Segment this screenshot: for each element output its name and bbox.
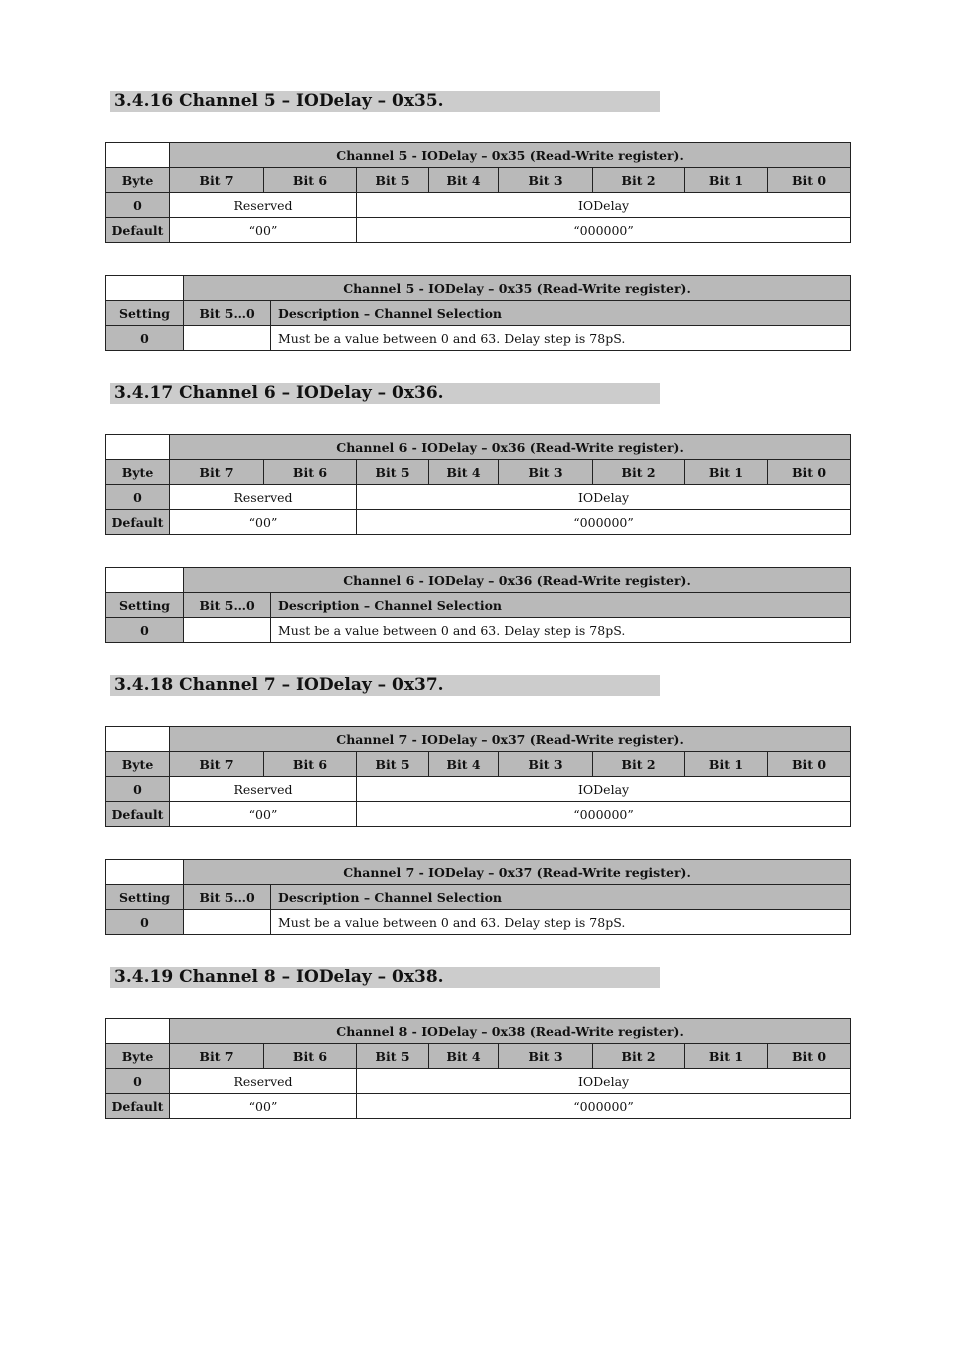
register-title: Channel 5 - IODelay – 0x35 (Read-Write register). xyxy=(170,143,851,168)
setting-label: Setting xyxy=(106,593,184,618)
bit-0-header: Bit 0 xyxy=(768,1044,851,1069)
bit-1-header: Bit 1 xyxy=(685,168,768,193)
bit-2-header: Bit 2 xyxy=(593,460,685,485)
bit-7-header: Bit 7 xyxy=(170,1044,264,1069)
bit-4-header: Bit 4 xyxy=(429,752,499,777)
register-title: Channel 6 - IODelay – 0x36 (Read-Write register). xyxy=(170,435,851,460)
bit-1-header: Bit 1 xyxy=(685,1044,768,1069)
byte-index: 0 xyxy=(106,193,170,218)
bit-6-header: Bit 6 xyxy=(264,752,357,777)
iodelay-field: IODelay xyxy=(357,193,851,218)
bit-6-header: Bit 6 xyxy=(264,1044,357,1069)
default-label: Default xyxy=(106,802,170,827)
section-heading: 3.4.16 Channel 5 – IODelay – 0x35. xyxy=(110,91,660,112)
byte-label: Byte xyxy=(106,1044,170,1069)
setting-value: 0 xyxy=(106,618,184,643)
byte-label: Byte xyxy=(106,168,170,193)
setting-label: Setting xyxy=(106,301,184,326)
setting-bits xyxy=(184,910,271,935)
bit-0-header: Bit 0 xyxy=(768,460,851,485)
description-header: Description – Channel Selection xyxy=(271,885,851,910)
blank-cell xyxy=(106,568,184,593)
bit-0-header: Bit 0 xyxy=(768,752,851,777)
reserved-default: “00” xyxy=(170,1094,357,1119)
bit-2-header: Bit 2 xyxy=(593,168,685,193)
section-heading: 3.4.17 Channel 6 – IODelay – 0x36. xyxy=(110,383,660,404)
bits-label: Bit 5…0 xyxy=(184,301,271,326)
reserved-default: “00” xyxy=(170,218,357,243)
bits-label: Bit 5…0 xyxy=(184,593,271,618)
reserved-field: Reserved xyxy=(170,485,357,510)
default-label: Default xyxy=(106,218,170,243)
byte-label: Byte xyxy=(106,460,170,485)
setting-value: 0 xyxy=(106,910,184,935)
byte-index: 0 xyxy=(106,777,170,802)
register-table xyxy=(105,726,851,827)
setting-table xyxy=(105,275,851,351)
register-table xyxy=(105,434,851,535)
reserved-default: “00” xyxy=(170,510,357,535)
setting-bits xyxy=(184,618,271,643)
iodelay-default: “000000” xyxy=(357,510,851,535)
setting-description: Must be a value between 0 and 63. Delay step is 78pS. xyxy=(271,618,851,643)
blank-cell xyxy=(106,1019,170,1044)
setting-bits xyxy=(184,326,271,351)
setting-description: Must be a value between 0 and 63. Delay step is 78pS. xyxy=(271,326,851,351)
iodelay-default: “000000” xyxy=(357,1094,851,1119)
bit-4-header: Bit 4 xyxy=(429,168,499,193)
register-table xyxy=(105,142,851,243)
setting-table xyxy=(105,859,851,935)
reserved-default: “00” xyxy=(170,802,357,827)
bit-4-header: Bit 4 xyxy=(429,460,499,485)
reserved-field: Reserved xyxy=(170,1069,357,1094)
description-header: Description – Channel Selection xyxy=(271,301,851,326)
bit-3-header: Bit 3 xyxy=(499,1044,593,1069)
bit-4-header: Bit 4 xyxy=(429,1044,499,1069)
reserved-field: Reserved xyxy=(170,777,357,802)
bit-7-header: Bit 7 xyxy=(170,752,264,777)
blank-cell xyxy=(106,143,170,168)
iodelay-default: “000000” xyxy=(357,218,851,243)
iodelay-field: IODelay xyxy=(357,485,851,510)
bit-2-header: Bit 2 xyxy=(593,1044,685,1069)
bit-3-header: Bit 3 xyxy=(499,752,593,777)
blank-cell xyxy=(106,860,184,885)
section-heading: 3.4.18 Channel 7 – IODelay – 0x37. xyxy=(110,675,660,696)
bit-3-header: Bit 3 xyxy=(499,168,593,193)
register-table xyxy=(105,1018,851,1119)
setting-value: 0 xyxy=(106,326,184,351)
bit-0-header: Bit 0 xyxy=(768,168,851,193)
bit-5-header: Bit 5 xyxy=(357,168,429,193)
bit-1-header: Bit 1 xyxy=(685,460,768,485)
byte-index: 0 xyxy=(106,485,170,510)
reserved-field: Reserved xyxy=(170,193,357,218)
blank-cell xyxy=(106,276,184,301)
iodelay-default: “000000” xyxy=(357,802,851,827)
byte-label: Byte xyxy=(106,752,170,777)
byte-index: 0 xyxy=(106,1069,170,1094)
register-title: Channel 6 - IODelay – 0x36 (Read-Write register). xyxy=(184,568,851,593)
bit-6-header: Bit 6 xyxy=(264,168,357,193)
bit-5-header: Bit 5 xyxy=(357,460,429,485)
default-label: Default xyxy=(106,1094,170,1119)
bit-5-header: Bit 5 xyxy=(357,1044,429,1069)
setting-table xyxy=(105,567,851,643)
iodelay-field: IODelay xyxy=(357,777,851,802)
bit-5-header: Bit 5 xyxy=(357,752,429,777)
bit-7-header: Bit 7 xyxy=(170,460,264,485)
register-title: Channel 7 - IODelay – 0x37 (Read-Write register). xyxy=(170,727,851,752)
blank-cell xyxy=(106,727,170,752)
register-title: Channel 8 - IODelay – 0x38 (Read-Write register). xyxy=(170,1019,851,1044)
default-label: Default xyxy=(106,510,170,535)
bit-2-header: Bit 2 xyxy=(593,752,685,777)
section-heading: 3.4.19 Channel 8 – IODelay – 0x38. xyxy=(110,967,660,988)
register-title: Channel 7 - IODelay – 0x37 (Read-Write register). xyxy=(184,860,851,885)
blank-cell xyxy=(106,435,170,460)
register-title: Channel 5 - IODelay – 0x35 (Read-Write register). xyxy=(184,276,851,301)
bit-3-header: Bit 3 xyxy=(499,460,593,485)
setting-label: Setting xyxy=(106,885,184,910)
bit-6-header: Bit 6 xyxy=(264,460,357,485)
description-header: Description – Channel Selection xyxy=(271,593,851,618)
bit-7-header: Bit 7 xyxy=(170,168,264,193)
bit-1-header: Bit 1 xyxy=(685,752,768,777)
setting-description: Must be a value between 0 and 63. Delay step is 78pS. xyxy=(271,910,851,935)
bits-label: Bit 5…0 xyxy=(184,885,271,910)
iodelay-field: IODelay xyxy=(357,1069,851,1094)
